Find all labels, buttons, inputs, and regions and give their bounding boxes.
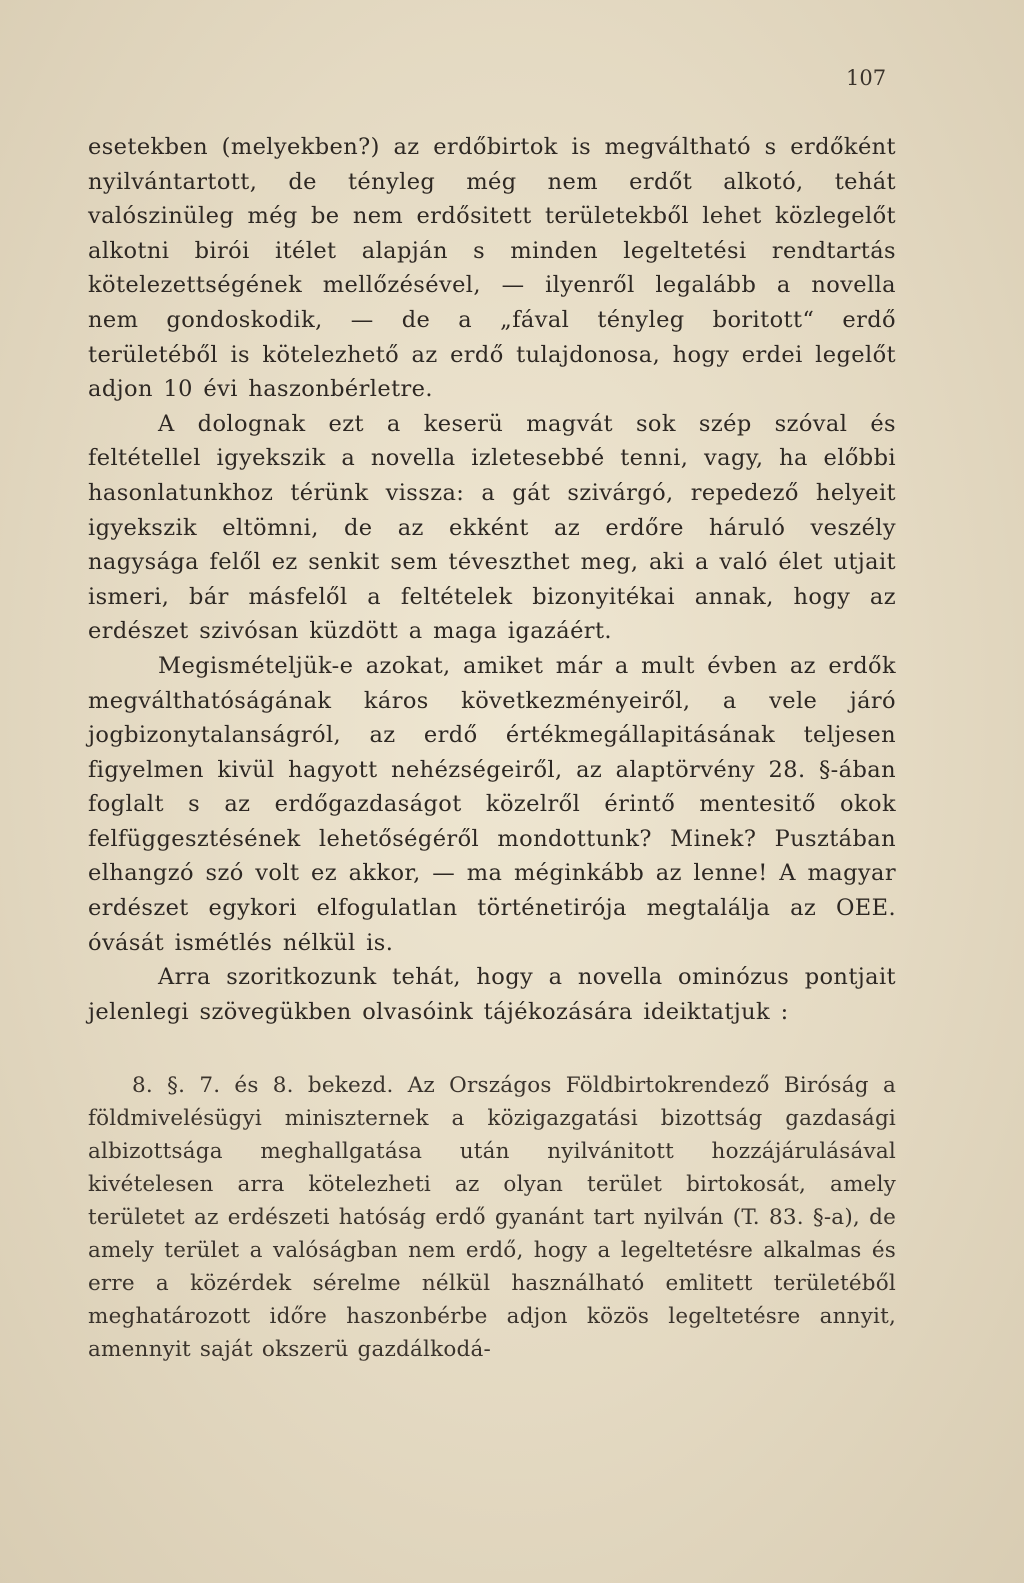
quoted-law-text: 8. §. 7. és 8. bekezd. Az Országos Földbirtokrendező Biróság a földmivelésügyi miniszternek a közigazgatási bizottság gazdasági albizottsága meghallgatása után nyilvánitott hozzájárulásával kivételesen arra kötelezheti az olyan terület birtokosát, amely területet az erdészeti hatóság erdő gyanánt tart nyilván (T. 83. §-a), de amely terület a valóságban nem erdő, hogy a legeltetésre alkalmas és erre a közérdek sérelme nélkül használható emlitett területéből meghatározott időre haszonbérbe adjon közös legeltetésre annyit, amennyit saját okszerü gazdálkodá-: [88, 1073, 896, 1363]
page-number: 107: [846, 66, 887, 90]
paragraph-2: A dolognak ezt a keserü magvát sok szép szóval és feltétellel igyekszik a novella izletesebbé tenni, vagy, ha előbbi hasonlatunkhoz térünk vissza: a gát szivárgó, repedező helyeit igyekszik eltömni, de az ekként az erdőre háruló veszély nagysága felől ez senkit sem téveszthet meg, aki a való élet utjait ismeri, bár másfelől a feltételek bizonyitékai annak, hogy az erdészet szivósan küzdött a maga igazáért.: [88, 410, 896, 645]
paragraph-1: esetekben (melyekben?) az erdőbirtok is megváltható s erdőként nyilvántartott, de tényleg még nem erdőt alkotó, tehát valószinüleg még be nem erdősitett területekből lehet közlegelőt alkotni birói itélet alapján s minden legeltetési rendtartás kötelezettségének mellőzésével, — ilyenről legalább a novella nem gondoskodik, — de a „fával tényleg boritott“ erdő területéből is kötelezhető az erdő tulajdonosa, hogy erdei legelőt adjon 10 évi haszonbérletre.: [88, 134, 896, 403]
body-text: [88, 130, 896, 1366]
paragraph-4: Arra szoritkozunk tehát, hogy a novella ominózus pontjait jelenlegi szövegükben olvasóink tájékozására ideiktatjuk :: [88, 964, 896, 1025]
paragraph-3: Megismételjük-e azokat, amiket már a mult évben az erdők megválthatóságának káros következményeiről, a vele járó jogbizonytalanságról, az erdő értékmegállapitásának teljesen figyelmen kivül hagyott nehézségeiről, az alaptörvény 28. §-ában foglalt s az erdőgazdaságot közelről érintő mentesitő okok felfüggesztésének lehetőségéről mondottunk? Minek? Pusztában elhangzó szó volt ez akkor, — ma méginkább az lenne! A magyar erdészet egykori elfogulatlan történetirója megtalálja az OEE. óvását ismétlés nélkül is.: [88, 652, 896, 956]
